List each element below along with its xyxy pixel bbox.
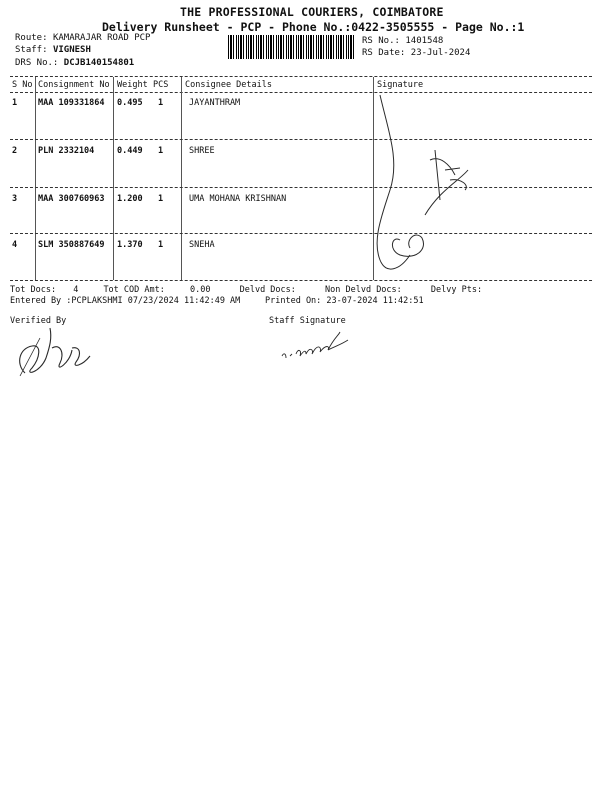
verified-by-label: Verified By	[10, 316, 67, 326]
col-header-signature: Signature	[377, 80, 424, 90]
rs-date-label: RS Date:	[362, 48, 406, 58]
entered-by: Entered By :PCPLAKSHMI 07/23/2024 11:42:49 AM	[10, 296, 241, 306]
row-pcs: 1	[158, 240, 164, 250]
printed-on: Printed On: 23-07-2024 11:42:51	[265, 296, 424, 306]
delvy-pts-label: Delvy Pts:	[430, 285, 483, 295]
row-rule	[10, 187, 592, 188]
row-consignment: MAA 300760963	[38, 194, 105, 204]
verifier-signature-scribble	[10, 318, 100, 383]
col-sep-3	[181, 77, 182, 280]
row-pcs: 1	[158, 194, 164, 204]
staff-line	[15, 45, 91, 55]
page-subtitle: Delivery Runsheet - PCP - Phone No.:0422-3505555 - Page No.:1	[102, 20, 525, 34]
route-line	[15, 33, 150, 43]
row-consignment: SLM 350887649	[38, 240, 105, 250]
col-header-weight: Weight	[117, 80, 148, 90]
page-title: THE PROFESSIONAL COURIERS, COIMBATORE	[180, 5, 444, 19]
row-weight: 1.370	[117, 240, 143, 250]
table-top-rule	[10, 76, 592, 77]
tot-cod-label: Tot COD Amt:	[103, 285, 165, 295]
row-sno: 4	[12, 240, 18, 250]
tot-docs-label: Tot Docs:	[10, 285, 57, 295]
row-consignee: SHREE	[189, 146, 215, 156]
row-weight: 1.200	[117, 194, 143, 204]
rs-no-label: RS No.:	[362, 36, 400, 46]
table-header-rule	[10, 92, 592, 93]
drs-value: DCJB140154801	[63, 58, 135, 68]
table-bottom-rule	[10, 280, 592, 281]
delivery-signature-scribble	[360, 90, 480, 280]
row-consignment: PLN 2332104	[38, 146, 95, 156]
row-consignee: JAYANTHRAM	[189, 98, 241, 108]
row-rule	[10, 139, 592, 140]
rs-date-value: 23-Jul-2024	[410, 48, 471, 58]
row-sno: 3	[12, 194, 18, 204]
col-header-pcs: PCS	[153, 80, 169, 90]
row-consignee: SNEHA	[189, 240, 215, 250]
tot-cod-value: 0.00	[189, 285, 211, 295]
staff-signature-scribble	[278, 328, 358, 363]
route-label: Route:	[15, 33, 48, 43]
row-weight: 0.495	[117, 98, 143, 108]
row-weight: 0.449	[117, 146, 143, 156]
row-sno: 1	[12, 98, 18, 108]
row-consignment: MAA 109331864	[38, 98, 105, 108]
col-sep-1	[35, 77, 36, 280]
tot-docs-value: 4	[73, 285, 79, 295]
totals-line	[10, 285, 482, 295]
drs-line	[15, 58, 134, 68]
barcode-image	[228, 35, 356, 59]
non-delvd-docs-label: Non Delvd Docs:	[325, 285, 402, 295]
rs-date-line	[362, 48, 470, 58]
row-pcs: 1	[158, 146, 164, 156]
staff-value: VIGNESH	[52, 45, 91, 55]
col-header-consignee: Consignee Details	[185, 80, 272, 90]
row-rule	[10, 233, 592, 234]
delvd-docs-label: Delvd Docs:	[239, 285, 296, 295]
col-header-consignment: Consignment No	[38, 80, 110, 90]
rs-no-line	[362, 36, 443, 46]
row-sno: 2	[12, 146, 18, 156]
rs-no-value: 1401548	[405, 36, 444, 46]
col-sep-2	[113, 77, 114, 280]
row-consignee: UMA MOHANA KRISHNAN	[189, 194, 287, 204]
staff-signature-label: Staff Signature	[269, 316, 346, 326]
drs-label: DRS No.:	[15, 58, 59, 68]
row-pcs: 1	[158, 98, 164, 108]
staff-label: Staff:	[15, 45, 48, 55]
col-header-sno: S No	[12, 80, 33, 90]
route-value: KAMARAJAR ROAD PCP	[52, 33, 151, 43]
